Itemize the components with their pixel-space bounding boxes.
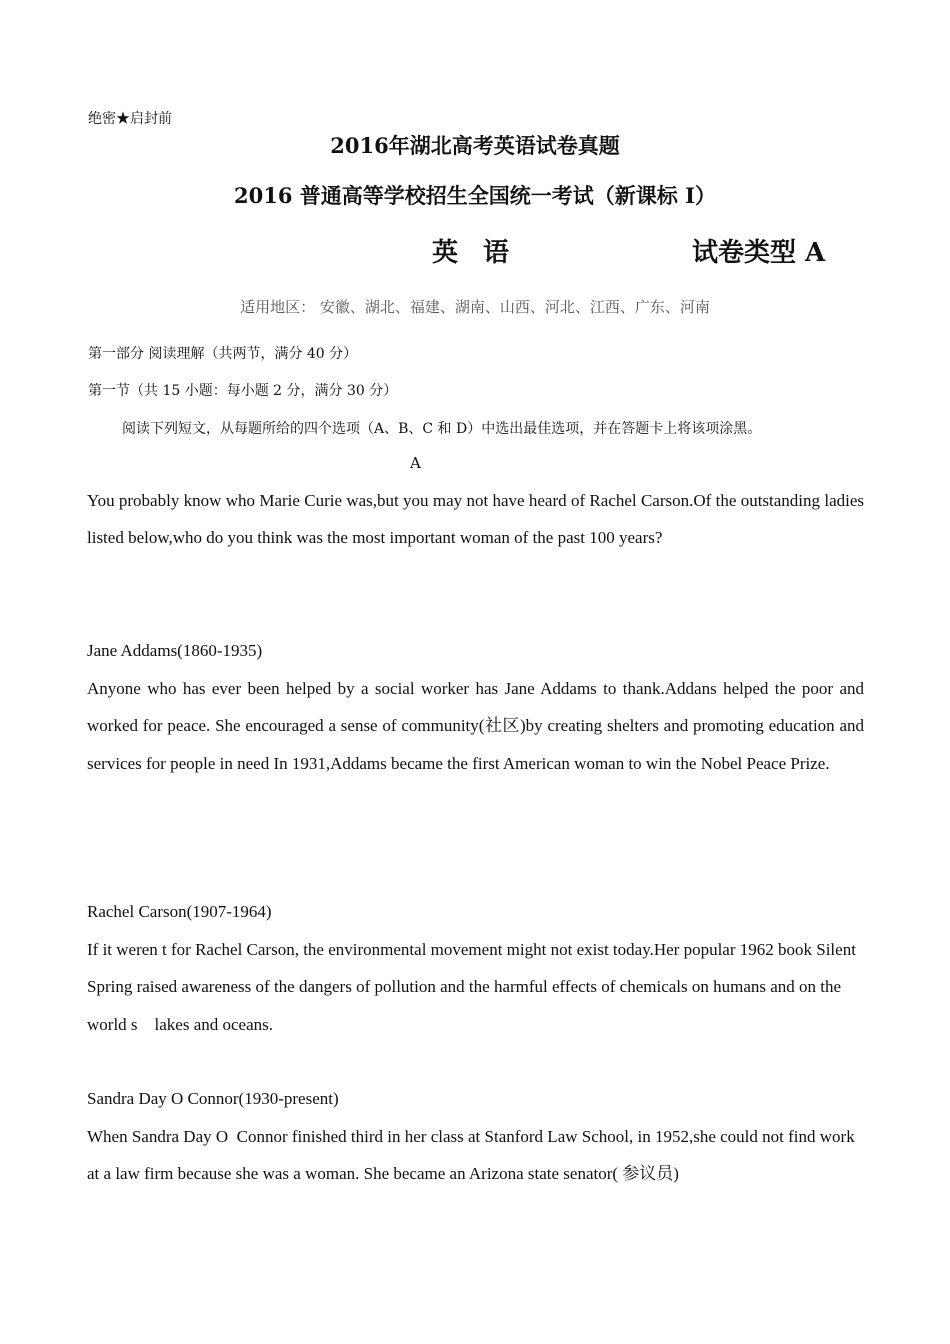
exam-title: 2016年湖北高考英语试卷真题 [330,133,620,158]
exam-subtitle: 2016 普通高等学校招生全国统一考试（新课标 I） [234,183,716,208]
paper-type: 试卷类型 A [692,238,826,268]
applicable-regions: 适用地区： 安徽、湖北、福建、湖南、山西、河北、江西、广东、河南 [240,298,710,316]
entry-text [87,931,864,1043]
entry-heading: Jane Addams(1860-1935) [87,641,263,660]
entry-heading: Rachel Carson(1907-1964) [87,902,272,921]
passage-intro [87,482,864,557]
entry-paragraph: When Sandra Day O Connor finished third in her class at Stanford Law School, in 1952,she could not find work at a law firm because she was a woman. She became an Arizona state senator( 参议员) [87,1127,859,1184]
subject-label: 英 语 [432,238,518,268]
entry-heading: Sandra Day O Connor(1930-present) [87,1089,339,1108]
passage-intro-text: You probably know who Marie Curie was,but you may not have heard of Rachel Carson.Of the outstanding ladies listed below,who do you think was the most important woman of the past 100 years? [87,491,864,548]
secret-mark: 绝密★启封前 [88,111,172,127]
part-title: 第一部分 阅读理解（共两节，满分 40 分） [88,346,358,362]
instructions: 阅读下列短文，从每题所给的四个选项（A、B、C 和 D）中选出最佳选项，并在答题卡上将该项涂黑。 [122,421,762,437]
entry-paragraph: If it weren t for Rachel Carson, the environmental movement might not exist today.Her popular 1962 book Silent Spring raised awareness of the dangers of pollution and the harmful effects of chemicals on humans and on the world s lakes and oceans. [87,940,861,1034]
passage-letter: A [410,454,421,472]
section-title: 第一节（共 15 小题：每小题 2 分，满分 30 分） [88,383,398,399]
entry-text [87,1118,864,1193]
entry-paragraph: Anyone who has ever been helped by a social worker has Jane Addams to thank.Addans helped the poor and worked for peace. She encouraged a sense of community(社区)by creating shelters and promoting education and services for people in need In 1931,Addams became the first American woman to win the Nobel Peace Prize. [87,679,864,773]
entry-text [87,670,864,782]
